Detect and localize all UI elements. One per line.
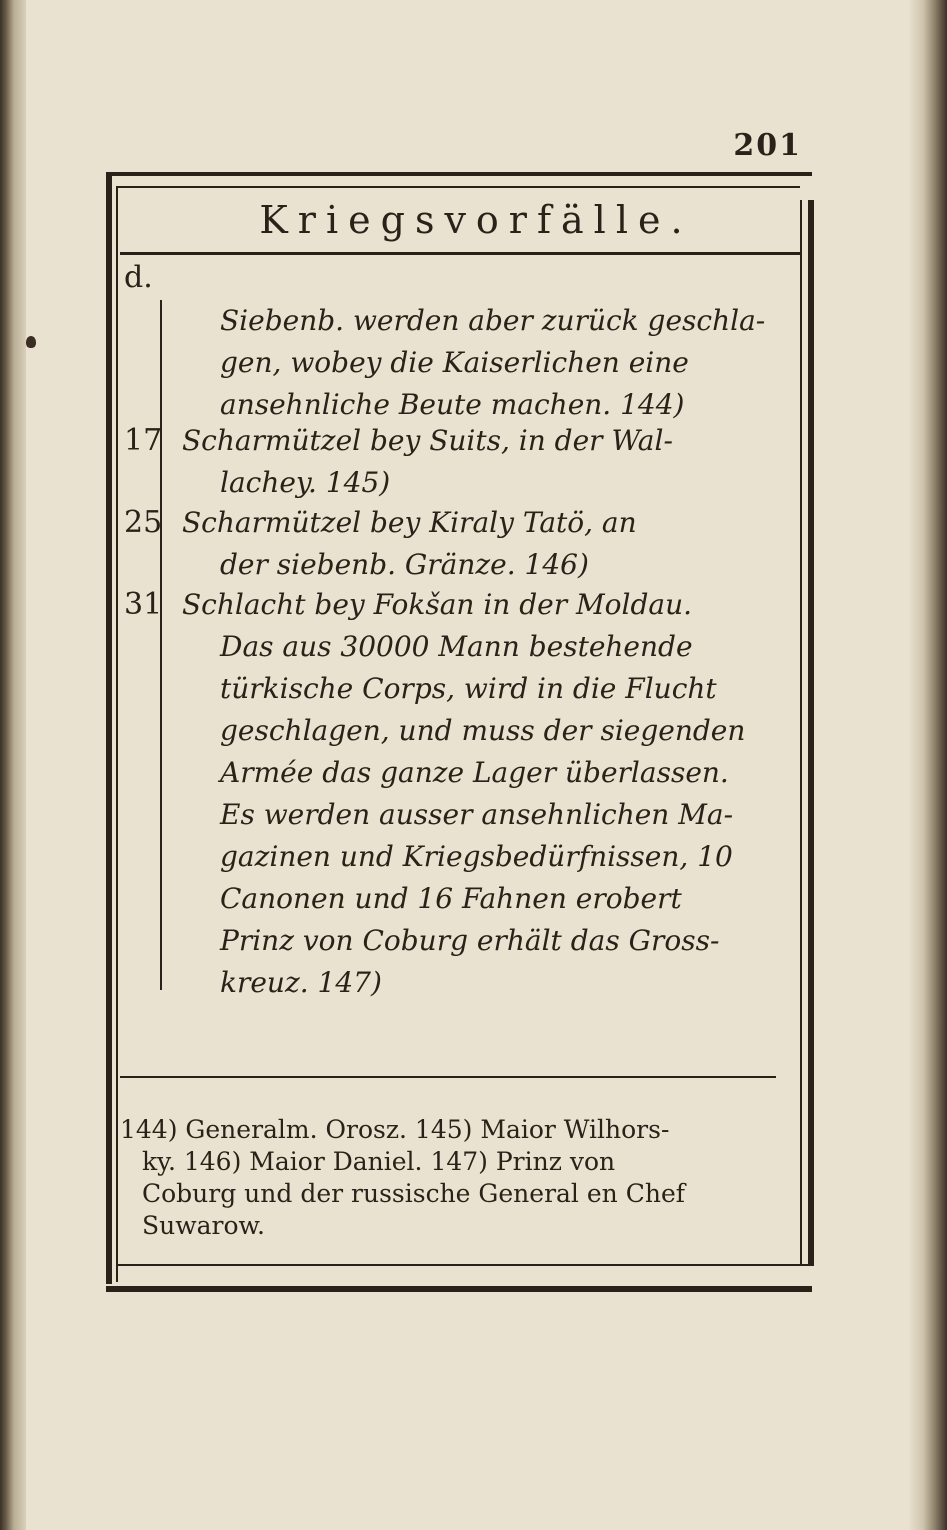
frame-left-thin-rule <box>116 186 118 1282</box>
entry-day: 25 <box>124 505 163 540</box>
day-column-label: d. <box>124 260 153 295</box>
entry-line: Armée das ganze Lager überlassen. <box>220 756 729 789</box>
frame-right-thin-rule <box>800 200 802 1266</box>
footnotes <box>120 1114 796 1242</box>
entry-text <box>182 420 794 504</box>
entry-line: gen, wobey die Kaiserlichen eine <box>220 346 689 379</box>
entry-line: türkische Corps, wird in die Flucht <box>220 672 717 705</box>
entry-line: Scharmützel bey Kiraly Tatö, an <box>182 506 637 539</box>
entry-line: Das aus 30000 Mann bestehende <box>220 630 693 663</box>
frame-right-thick-rule <box>808 200 814 1266</box>
footnote-line: ky. 146) Maior Daniel. 147) Prinz von <box>142 1147 616 1176</box>
date-column-rule <box>160 300 162 990</box>
page-number: 201 <box>733 128 802 163</box>
entry-line: lachey. 145) <box>220 466 391 499</box>
entry-line: kreuz. 147) <box>220 966 382 999</box>
header-rule <box>120 252 800 255</box>
entry-text <box>220 300 794 426</box>
frame-inner-top-rule <box>118 186 800 188</box>
ink-spot <box>26 336 36 348</box>
entry-line: Scharmützel bey Suits, in der Wal- <box>182 424 673 457</box>
entry-line: geschlagen, und muss der siegenden <box>220 714 746 747</box>
entry-line: gazinen und Kriegsbedürfnissen, 10 <box>220 840 733 873</box>
footnote-line: Suwarow. <box>142 1211 265 1240</box>
footnote-line: 144) Generalm. Orosz. 145) Maior Wilhors- <box>120 1115 670 1144</box>
frame-inner-bottom-rule <box>118 1264 808 1266</box>
entry-line: Schlacht bey Fokšan in der Moldau. <box>182 588 693 621</box>
footnote-separator <box>120 1076 776 1078</box>
entry-line: Es werden ausser ansehnlichen Ma- <box>220 798 734 831</box>
entry-line: Canonen und 16 Fahnen erobert <box>220 882 682 915</box>
frame-left-thick-rule <box>106 174 112 1284</box>
section-title: Kriegsvorfälle. <box>259 198 693 242</box>
page-edge-shadow <box>909 0 947 1530</box>
entry-line: Prinz von Coburg erhält das Gross- <box>220 924 720 957</box>
entry-day: 31 <box>124 587 163 622</box>
entry-line: Siebenb. werden aber zurück geschla- <box>220 304 766 337</box>
entry-line: ansehnliche Beute machen. 144) <box>220 388 685 421</box>
entry-text <box>182 584 794 1004</box>
entry-text <box>182 502 794 586</box>
footnote-line: Coburg und der russische General en Chef <box>142 1179 685 1208</box>
entry-day: 17 <box>124 423 163 458</box>
book-spine-shadow <box>0 0 26 1530</box>
entry-line: der siebenb. Gränze. 146) <box>220 548 589 581</box>
